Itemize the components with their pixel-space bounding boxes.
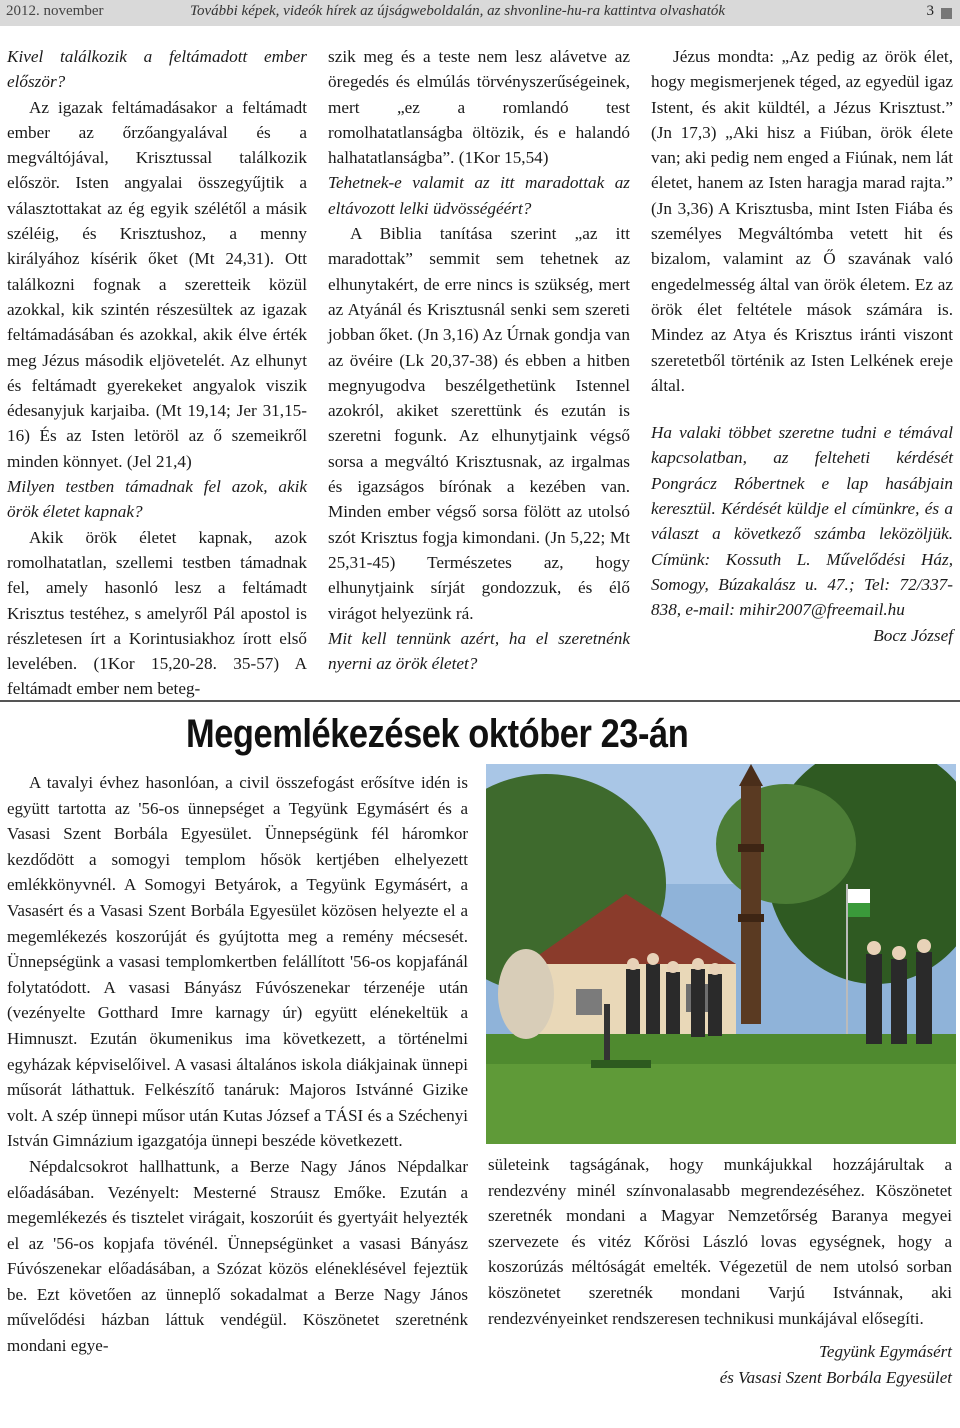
body-paragraph: Akik örök életet kapnak, azok romolhatatlan, szellemi testben támadnak fel, amely hasonló lesz a feltámadt Krisztus testéhez, s amelyről Pál apostol is részletesen írt a Korintusiakhoz írott első levelében. (1Kor 15,20-28. 35-57) A feltámadt ember nem beteg- (7, 527, 307, 699)
qa-column-1 (7, 44, 307, 702)
article-column-right (488, 1152, 952, 1390)
body-paragraph: sületeink tagságának, hogy munkájukkal hozzájárultak a rendezvény minél színvonalasabb megrendezéséhez. Köszönetet szeretnék mondani a Magyar Nemzetőrség Baranya megyei szervezete és vitéz Kőrösi László lovas egységnek, hogy a koszorúzás méltóságát emelték. Végezetül de nem utolsó sorban köszönetet szeretnék mondani Varjú Istvánnak, aki rendezvényeinket rendszeresen technikusi munkájával elősegíti. (488, 1155, 952, 1328)
contact-note: Ha valaki többet szeretne tudni e témával kapcsolatban, az felteheti kérdését Pongrácz Róbertnek e lap hasábjain keresztül. Kérdését küldje el címünkre, és a választ a következő számba leközöljük. Címünk: Kossuth L. Művelődési Ház, Somogy, Búzakalász u. 47.; Tel: 72/337-838, e-mail: mihir2007@freemail.hu (651, 423, 953, 620)
question-heading: Mit kell tennünk azért, ha el szeretnénk nyerni az örök életet? (328, 628, 630, 674)
qa-column-2 (328, 44, 630, 676)
body-paragraph: A tavalyi évhez hasonlóan, a civil összefogást erősítve idén is együtt tartotta az '56-os ünnepséget a Tegyünk Egymásért és a Vasasi Szent Borbála Egyesület. Ünnepségünk fél háromkor kezdődött a somogyi templom hősök kertjében elhelyezett emlékkönyvnél. A Somogyi Betyárok, a Tegyünk Egymásért, a Vasasért és a Vasasi Szent Borbála Egyesület közösen helyezte el a megemlékezés koszorúját és gyújtotta meg a remény mécsesét. Ünnepségünk a vasasi templomkertben felállított '56-os kopjafánál folytatódott. A vasasi Bányász Fúvószenekar térzenéje után (vezényelte Gotthard Imre karnagy úr) együtt elénekeltük a Himnuszt. Ezután ökumenikus ima következett, a történelmi egyházak képviselőivel. A vasasi általános iskola diákjainak ünnepi műsorát láthattuk. Felkészítő tanáruk: Majoros Istvánné Gizike volt. A szép ünnepi műsor után Kutas József a TÁSI és a Széchenyi István Gimnázium igazgatója ünnepi beszéde következett. (7, 773, 468, 1151)
page-number: 3 (926, 3, 934, 19)
body-paragraph: A Biblia tanítása szerint „az itt maradottak” semmit sem tehetnek az elhunytakért, de erre nincs is szükség, mert az Atyánál és Krisztusnál senki sem szereti jobban őket. (Jn 3,16) Az Úrnak gondja van az övéire (Lk 20,37-38) és ebben a hitben megnyugodva beszélgethetünk Istennel azokról, akiket szerettünk és ezután is szeretni fogunk. Az elhunytjaink végső sorsa a megváltó Krisztusnak, az irgalmas és igazságos bírónak a kezében van. Minden ember végső sorsa fölött az utolsó szót Krisztus fogja kimondani. (Jn 5,22; Mt 25,31-45) Természetes az, hogy elhunytjaink sírját gondozzuk, és élő virágot helyezünk rá. (328, 224, 630, 623)
section-divider (0, 700, 960, 702)
author-signature: Bocz József (873, 625, 953, 645)
article-headline: Megemlékezések október 23-án (186, 712, 689, 756)
page-header (0, 0, 960, 26)
header-tagline: További képek, videók hírek az újságweboldalán, az shvonline-hu-ra kattintva olvashatók (190, 3, 726, 19)
question-heading: Tehetnek-e valamit az itt maradottak az eltávozott lelki üdvösségéért? (328, 173, 630, 218)
body-paragraph: Jézus mondta: „Az pedig az örök élet, hogy megismerjenek téged, az egyedül igaz Istent, és akit küldtél, a Jézus Krisztust.” (Jn 17,3) „Aki hisz a Fiúban, örök élete van; aki pedig nem enged a Fiúnak, nem lát életet, hanem az Isten haragja marad rajta.” (Jn 3,36) A Krisztusba, mint Isten Fiába és személyes Megváltómba vetett hit és bizalom, valamint az Ő szavának való engedelmesség által van örök életem. Ez az örök élet feltétele mások számára is. Mindez az Atya és Krisztus iránti viszont szeretetből történik az Isten Lelkének ereje által. (651, 47, 953, 395)
body-paragraph: Az igazak feltámadásakor a feltámadt ember az őrzőangyalával és a megváltójával, Krisztussal találkozik először. Isten angyalai összegyűjtik a választottakat az ég egyik szélétől a másik széléig, és Krisztushoz, a menny királyához kísérik őket (Mt 24,31). Ott találkozni fognak a szeretteik közül azokkal, kik szintén részesültek az igazak feltámadásában és azokkal, akik élve érték meg Jézus második eljövetelét. Az elhunyt és feltámadt gyerekeket angyalok viszik édesanyjuk karjaiba. (Mt 19,14; Jer 31,15-16) És az Isten letöröl az ő szemeikről minden könnyet. (Jel 21,4) (7, 97, 307, 471)
ceremony-photo (486, 764, 956, 1144)
issue-date: 2012. november (6, 3, 104, 19)
square-marker-icon (941, 8, 952, 19)
article-signature-line-2: és Vasasi Szent Borbála Egyesület (719, 1367, 952, 1387)
body-paragraph: Népdalcsokrot hallhattunk, a Berze Nagy János Népdalkar előadásában. Vezényelt: Mesterné Strausz Emőke. Ezután a megemlékezés és tisztelet virágait, koszorúit és gyertyáit helyezték el az '56-os kopjafa tövénél. Ünnepségünket a vasasi Bányász Fúvószenekar előadásában, a Szózat közös eléneklésével fejeztük be. Ezt követően az ünneplő sokadalmat a Berze Nagy János művelődési házban láttuk vendégül. Köszönetet szeretnénk mondani egye- (7, 1156, 468, 1356)
qa-column-3 (651, 44, 953, 648)
question-heading: Kivel találkozik a feltámadott ember először? (7, 47, 307, 92)
ceremony-photo-image (486, 764, 956, 1144)
body-paragraph: szik meg és a teste nem lesz alávetve az öregedés és elmúlás törvényszerűségeinek, mert „ez a romlandó test romolhatatlanságba öltözik, és e halandó halhatatlanságba”. (1Kor 15,54) (328, 47, 630, 168)
article-column-left (7, 770, 468, 1359)
article-signature-line-1: Tegyünk Egymásért (819, 1342, 952, 1362)
question-heading: Milyen testben támadnak fel azok, akik örök életet kapnak? (7, 477, 307, 522)
